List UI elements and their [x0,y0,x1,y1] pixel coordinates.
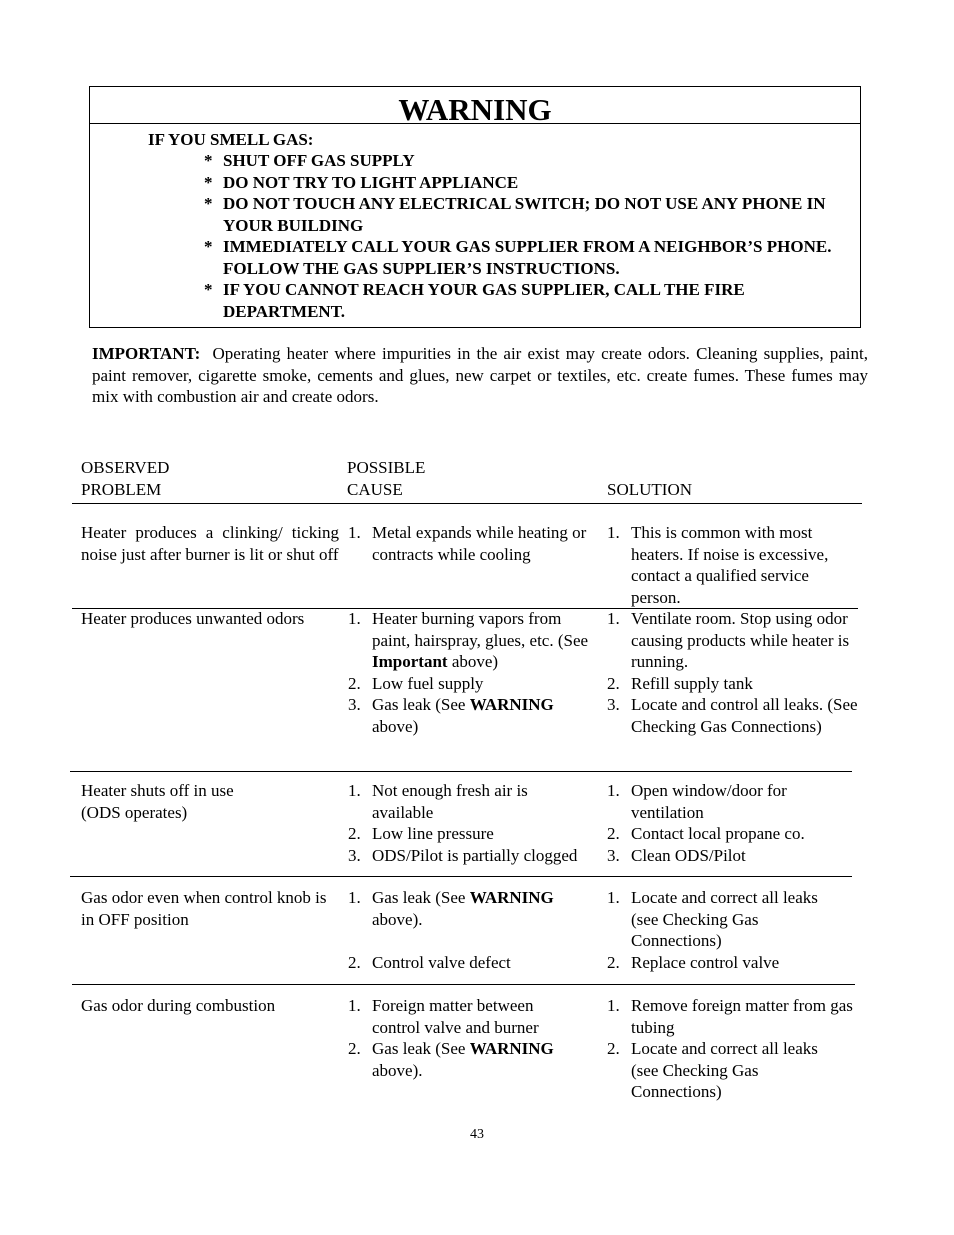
warning-bullet: * [204,280,213,299]
cause-item: 1. Metal expands while heating or contracts while cooling [348,523,587,564]
header-text: CAUSE [347,480,403,499]
warning-lead: IF YOU SMELL GAS: [148,130,314,149]
row-5-cause [348,995,598,1081]
row-2-problem: Heater produces unwanted odors [81,609,305,628]
important-label: IMPORTANT: [92,344,201,363]
problem-line: (ODS operates) [81,802,188,822]
solution-item: 1. This is common with most heaters. If noise is excessive, contact a qualified service person. [607,523,829,607]
warning-item [204,236,844,279]
row-1-solution [607,522,861,608]
row-1-problem: Heater produces a clinking/ ticking noise just after burner is lit or shut off [81,523,339,564]
solution-item: 2. Contact local propane co. [607,824,805,843]
row-4-problem: Gas odor even when control knob is in OFF position [81,888,327,929]
row-5-solution [607,995,861,1103]
solution-item: 1. Locate and correct all leaks (see Checking Gas Connections) [607,888,818,950]
warning-list [204,150,844,322]
warning-item-text: DO NOT TRY TO LIGHT APPLIANCE [223,172,519,192]
important-paragraph [92,343,868,408]
cause-item: 1. Gas leak (See WARNING above). [348,888,554,929]
row-3-solution [607,780,861,866]
solution-item: 3. Locate and control all leaks. (See Checking Gas Connections) [607,695,858,736]
solution-item: 1. Open window/door for ventilation [607,781,787,822]
header-text: OBSERVED [81,458,170,477]
warning-bullet: * [204,194,213,213]
header-text: POSSIBLE [347,458,426,477]
header-rule [72,503,862,504]
warning-item [204,193,844,236]
cause-item: 1. Foreign matter between control valve and burner [348,996,539,1037]
header-solution [607,479,692,501]
warning-item-text: IF YOU CANNOT REACH YOUR GAS SUPPLIER, CALL THE FIRE DEPARTMENT. [223,280,745,321]
warning-title: WARNING [398,92,552,127]
cause-item: 3. Gas leak (See WARNING above) [348,695,554,736]
solution-item: 2. Refill supply tank [607,673,753,693]
header-text: SOLUTION [607,480,692,499]
cause-item: 2. Low line pressure [348,824,494,843]
warning-item [204,150,844,172]
warning-divider [90,123,860,124]
warning-box [89,86,861,328]
warning-bullet: * [204,151,213,170]
warning-item-text: DO NOT TOUCH ANY ELECTRICAL SWITCH; DO NOT USE ANY PHONE IN YOUR BUILDING [223,194,826,235]
solution-item: 2. Locate and correct all leaks (see Checking Gas Connections) [607,1039,818,1101]
warning-bullet: * [204,172,213,192]
cause-item: 2. Control valve defect [348,952,511,972]
row-4-cause [348,887,598,973]
row-4-solution [607,887,861,973]
header-observed-problem [81,457,169,501]
row-divider [72,984,855,985]
row-2-cause [348,608,598,737]
warning-bullet: * [204,237,213,256]
warning-item-text: SHUT OFF GAS SUPPLY [223,151,415,170]
row-3-problem [81,780,341,823]
row-divider [70,876,852,877]
cause-item: 2. Gas leak (See WARNING above). [348,1039,554,1080]
problem-line: Heater shuts off in use [81,781,234,800]
solution-item: 1. Remove foreign matter from gas tubing [607,996,853,1037]
header-text: PROBLEM [81,480,162,499]
warning-item [204,279,844,322]
header-possible-cause [347,457,425,501]
row-5-problem: Gas odor during combustion [81,996,276,1015]
cause-item: 3. ODS/Pilot is partially clogged [348,845,578,865]
cause-item: 2. Low fuel supply [348,673,484,693]
cause-item: 1. Not enough fresh air is available [348,781,528,822]
row-3-cause [348,780,604,866]
row-2-solution [607,608,861,737]
solution-item: 2. Replace control valve [607,952,780,972]
important-text: Operating heater where impurities in the air exist may create odors. Cleaning supplies, paint, paint remover, cigarette smoke, cements and glues, new carpet or textiles, etc. create fumes. These fumes may mix with combustion air and create odors. [92,344,869,406]
cause-item: 1. Heater burning vapors from paint, hairspray, glues, etc. (See Important above) [348,609,589,671]
warning-item [204,172,844,194]
warning-item-text: IMMEDIATELY CALL YOUR GAS SUPPLIER FROM A NEIGHBOR’S PHONE. FOLLOW THE GAS SUPPLIER’S INSTRUCTIONS. [223,237,832,278]
row-1-cause [348,522,598,565]
solution-item: 3. Clean ODS/Pilot [607,845,746,865]
solution-item: 1. Ventilate room. Stop using odor causing products while heater is running. [607,609,850,671]
page-number: 43 [470,1127,484,1142]
row-divider [70,771,852,772]
